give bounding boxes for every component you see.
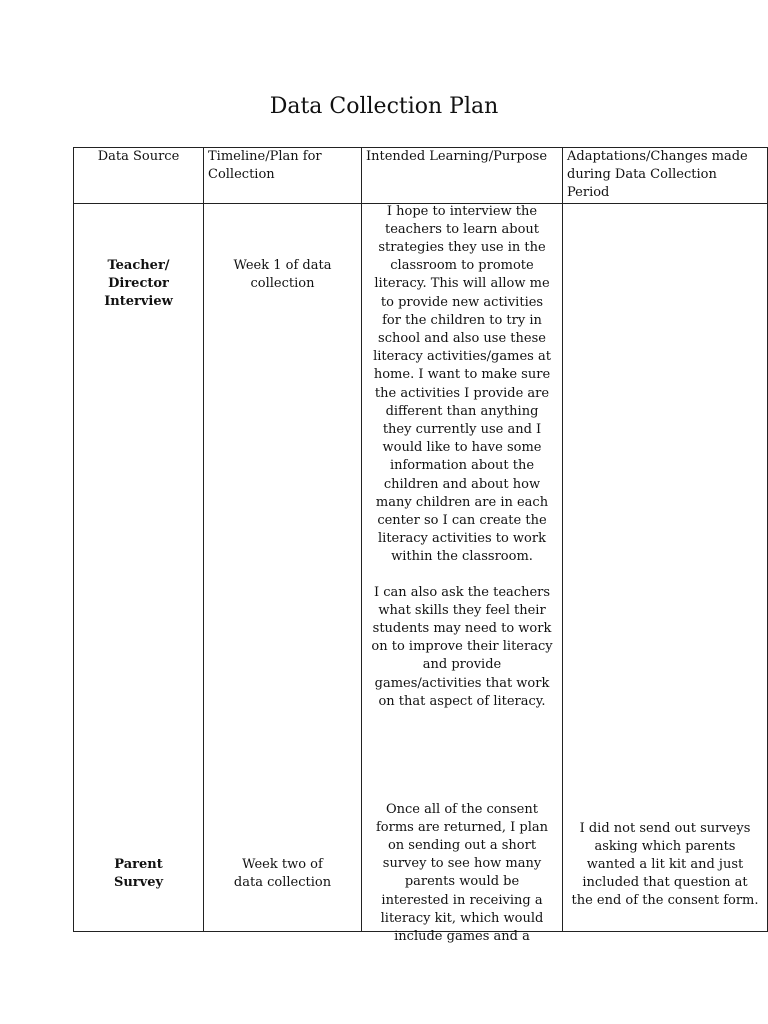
header-timeline: Timeline/Plan for Collection [204, 148, 362, 204]
header-data-source: Data Source [74, 148, 204, 204]
table-header-row [74, 148, 768, 204]
data-collection-table [73, 147, 768, 945]
header-adaptations: Adaptations/Changes made during Data Collection Period [563, 148, 768, 204]
header-purpose: Intended Learning/Purpose [362, 148, 563, 204]
parent-survey-source: Parent Survey [113, 856, 164, 890]
teacher-interview-source: Teacher/ Director Interview [104, 257, 173, 310]
parent-survey-purpose: Once all of the consent forms are returned, I plan on sending out a short survey to see how many parents would be interested in receiving a literacy kit, which would include games and a [375, 801, 548, 945]
teacher-interview-purpose-followup: I can also ask the teachers what skills they feel their students may need to work on to improve their literacy and provide games/activities that work on that aspect of literacy. [371, 584, 553, 709]
teacher-interview-timeline: Week 1 of data collection [233, 257, 332, 291]
table-row [74, 203, 768, 931]
timeline-cell [204, 203, 362, 931]
parent-survey-adaptations: I did not send out surveys asking which parents wanted a lit kit and just included that question at the end of the consent form. [571, 820, 759, 909]
data-source-cell [74, 203, 204, 931]
teacher-interview-purpose: I hope to interview the teachers to learn about strategies they use in the classroom to promote literacy. This will allow me to provide new activities for the children to try in school and also use these literacy activities/games at home. I want to make sure the activities I provide are different than anything they currently use and I would like to have some information about the children and about how many children are in each center so I can create the literacy activities to work within the classroom. [373, 203, 551, 565]
adaptations-cell [563, 203, 768, 931]
purpose-cell [362, 203, 563, 945]
parent-survey-timeline: Week two of data collection [233, 856, 332, 890]
page-title: Data Collection Plan [269, 94, 499, 119]
